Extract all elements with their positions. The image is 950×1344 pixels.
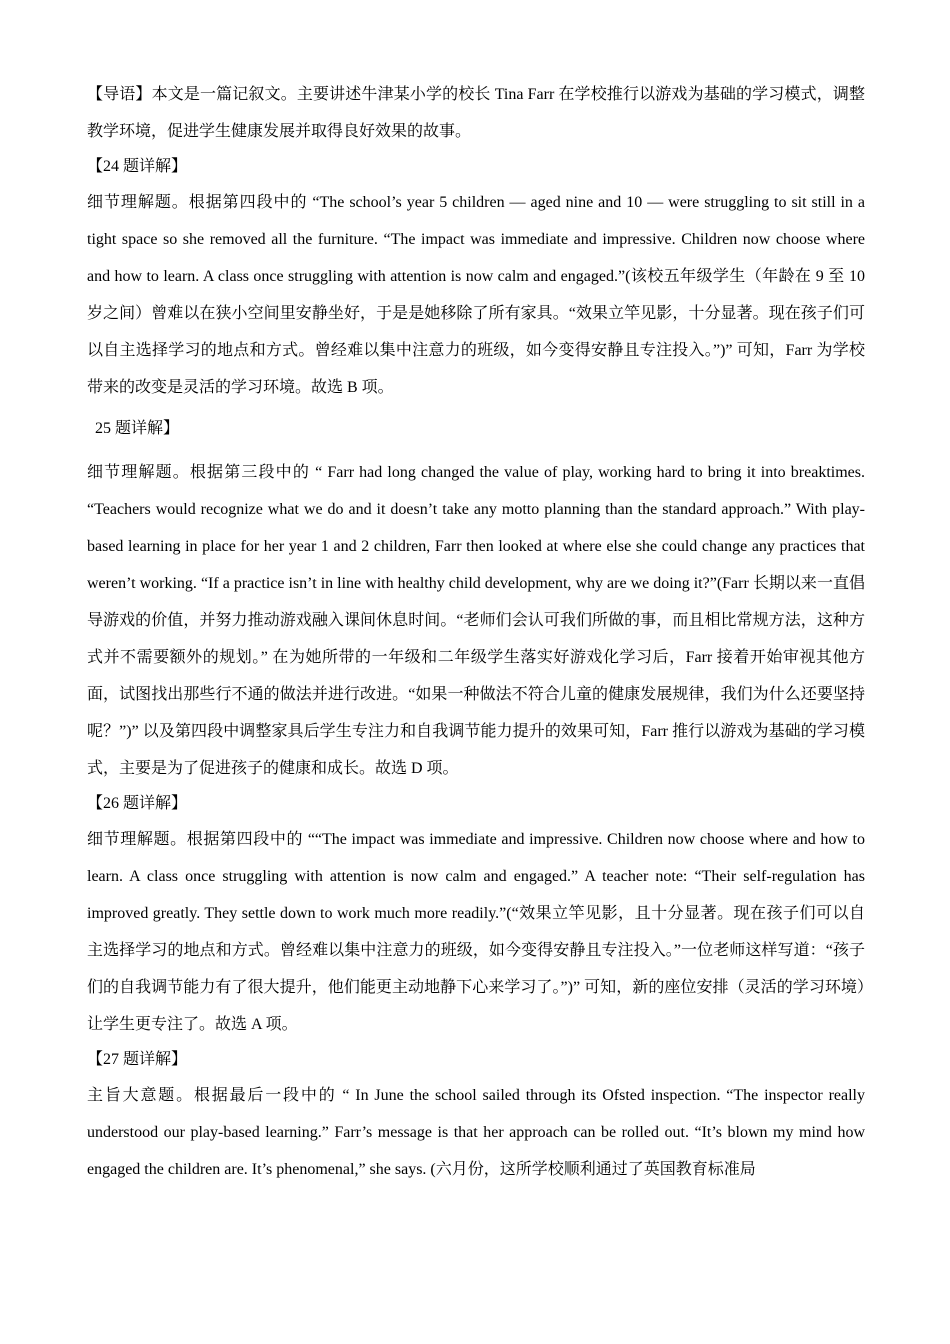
section-body-24: 细节理解题。根据第四段中的 “The school’s year 5 children — aged nine and 10 — were struggling to sit still in a tight space so she removed all the furniture. “The impact was immediate and impressive. Children now choose where and how to learn. A class once struggling with attention is now calm and engaged.”(该校五年级学生（年龄在 9 至 10 岁之间）曾难以在狭小空间里安静坐好，于是是她移除了所有家具。“效果立竿见影，十分显著。现在孩子们可以自主选择学习的地点和方式。曾经难以集中注意力的班级，如今变得安静且专注投入。”)” 可知，Farr 为学校带来的改变是灵活的学习环境。故选 B 项。 [87, 194, 865, 396]
section-heading-25: 25 题详解】 [95, 420, 180, 437]
intro-paragraph: 【导语】本文是一篇记叙文。主要讲述牛津某小学的校长 Tina Farr 在学校推行以游戏为基础的学习模式，调整教学环境，促进学生健康发展并取得良好效果的故事。 [87, 86, 865, 140]
section-body-27: 主旨大意题。根据最后一段中的 “ In June the school sailed through its Ofsted inspection. “The inspector really understood our play-based learning.” Farr’s message is that her approach can be rolled out. “It’s blown my mind how engaged the children are. It’s phenomenal,” she says. (六月份，这所学校顺利通过了英国教育标准局 [87, 1087, 865, 1178]
section-heading-27: 【27 题详解】 [87, 1051, 188, 1068]
document-page [87, 76, 865, 1188]
section-body-26: 细节理解题。根据第四段中的 ““The impact was immediate and impressive. Children now choose where and how to learn. A class once struggling with attention is now calm and engaged.” A teacher note: “Their self-regulation has improved greatly. They settle down to work much more readily.”(“效果立竿见影，且十分显著。现在孩子们可以自主选择学习的地点和方式。曾经难以集中注意力的班级，如今变得安静且专注投入。”一位老师这样写道：“孩子们的自我调节能力有了很大提升，他们能更主动地静下心来学习了。”)” 可知，新的座位安排（灵活的学习环境）让学生更专注了。故选 A 项。 [87, 831, 865, 1033]
section-heading-26: 【26 题详解】 [87, 795, 188, 812]
section-body-25: 细节理解题。根据第三段中的 “ Farr had long changed the value of play, working hard to bring it into breaktimes. “Teachers would recognize what we do and it doesn’t take any motto planning than the standard approach.” With play-based learning in place for her year 1 and 2 children, Farr then looked at where else she could change any practices that weren’t working. “If a practice isn’t in line with healthy child development, why are we doing it?”(Farr 长期以来一直倡导游戏的价值，并努力推动游戏融入课间休息时间。“老师们会认可我们所做的事，而且相比常规方法，这种方式并不需要额外的规划。” 在为她所带的一年级和二年级学生落实好游戏化学习后，Farr 接着开始审视其他方面，试图找出那些行不通的做法并进行改进。“如果一种做法不符合儿童的健康发展规律，我们为什么还要坚持呢？”)” 以及第四段中调整家具后学生专注力和自我调节能力提升的效果可知，Farr 推行以游戏为基础的学习模式，主要是为了促进孩子的健康和成长。故选 D 项。 [87, 464, 865, 777]
section-heading-24: 【24 题详解】 [87, 158, 188, 175]
